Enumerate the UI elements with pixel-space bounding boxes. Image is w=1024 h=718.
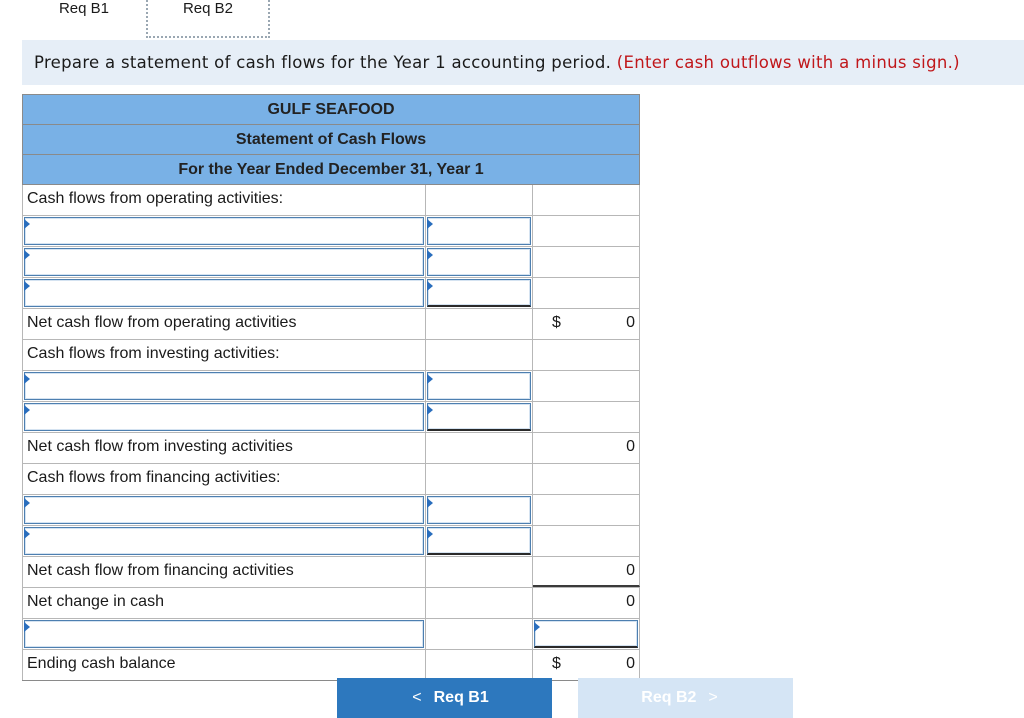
instruction-banner — [22, 40, 1024, 85]
net-change-row — [22, 587, 640, 618]
financing-net-row — [22, 556, 640, 587]
investing-net-row — [22, 432, 640, 463]
company-name: GULF SEAFOOD — [22, 94, 640, 124]
prev-req-b1-button[interactable] — [337, 678, 552, 718]
cash-flow-statement — [22, 94, 640, 681]
financing-item-2-amount-input[interactable] — [427, 527, 531, 555]
beginning-entry-row — [22, 618, 640, 649]
tab-req-b1[interactable]: Req B1 — [22, 0, 146, 38]
beginning-balance-label-input[interactable] — [24, 620, 424, 648]
chevron-right-icon: > — [708, 689, 718, 706]
chevron-left-icon: < — [412, 689, 422, 706]
instruction-note: (Enter cash outflows with a minus sign.) — [616, 53, 960, 72]
investing-header: Cash flows from investing activities: — [22, 340, 426, 370]
operating-entry-row — [22, 246, 640, 277]
operating-net-label: Net cash flow from operating activities — [22, 309, 426, 339]
financing-net-label: Net cash flow from financing activities — [22, 557, 426, 587]
operating-entry-row — [22, 215, 640, 246]
investing-entry-row — [22, 370, 640, 401]
investing-item-1-label-input[interactable] — [24, 372, 424, 400]
operating-item-2-label-input[interactable] — [24, 248, 424, 276]
ending-balance-value: 0 — [626, 655, 635, 672]
next-button-label: Req B2 — [641, 689, 697, 706]
investing-net-label: Net cash flow from investing activities — [22, 433, 426, 463]
ending-balance-label: Ending cash balance — [22, 650, 426, 680]
net-change-value: 0 — [626, 593, 635, 610]
currency-symbol: $ — [552, 314, 561, 331]
financing-entry-row — [22, 525, 640, 556]
financing-net-value: 0 — [626, 562, 635, 579]
tab-req-b2[interactable]: Req B2 — [146, 0, 270, 38]
financing-item-1-amount-input[interactable] — [427, 496, 531, 524]
operating-item-1-amount-input[interactable] — [427, 217, 531, 245]
statement-title: Statement of Cash Flows — [22, 124, 640, 154]
investing-header-row — [22, 339, 640, 370]
investing-net-value: 0 — [626, 438, 635, 455]
operating-header: Cash flows from operating activities: — [22, 185, 426, 215]
net-change-label: Net change in cash — [22, 588, 426, 618]
operating-entry-row — [22, 277, 640, 308]
ending-balance-row — [22, 649, 640, 681]
financing-header: Cash flows from financing activities: — [22, 464, 426, 494]
financing-entry-row — [22, 494, 640, 525]
operating-item-3-amount-input[interactable] — [427, 279, 531, 307]
statement-period: For the Year Ended December 31, Year 1 — [22, 154, 640, 184]
financing-item-1-label-input[interactable] — [24, 496, 424, 524]
investing-entry-row — [22, 401, 640, 432]
prev-button-label: Req B1 — [433, 689, 489, 706]
operating-item-2-amount-input[interactable] — [427, 248, 531, 276]
operating-net-row — [22, 308, 640, 339]
beginning-balance-amount-input[interactable] — [534, 620, 638, 648]
operating-item-1-label-input[interactable] — [24, 217, 424, 245]
operating-item-3-label-input[interactable] — [24, 279, 424, 307]
investing-item-1-amount-input[interactable] — [427, 372, 531, 400]
financing-item-2-label-input[interactable] — [24, 527, 424, 555]
currency-symbol: $ — [552, 655, 561, 672]
investing-item-2-label-input[interactable] — [24, 403, 424, 431]
investing-item-2-amount-input[interactable] — [427, 403, 531, 431]
tab-bar — [22, 0, 1024, 40]
operating-header-row — [22, 184, 640, 215]
next-req-b2-button[interactable] — [578, 678, 793, 718]
operating-net-value: 0 — [626, 314, 635, 331]
instruction-text: Prepare a statement of cash flows for the Year 1 accounting period. — [34, 53, 612, 72]
financing-header-row — [22, 463, 640, 494]
